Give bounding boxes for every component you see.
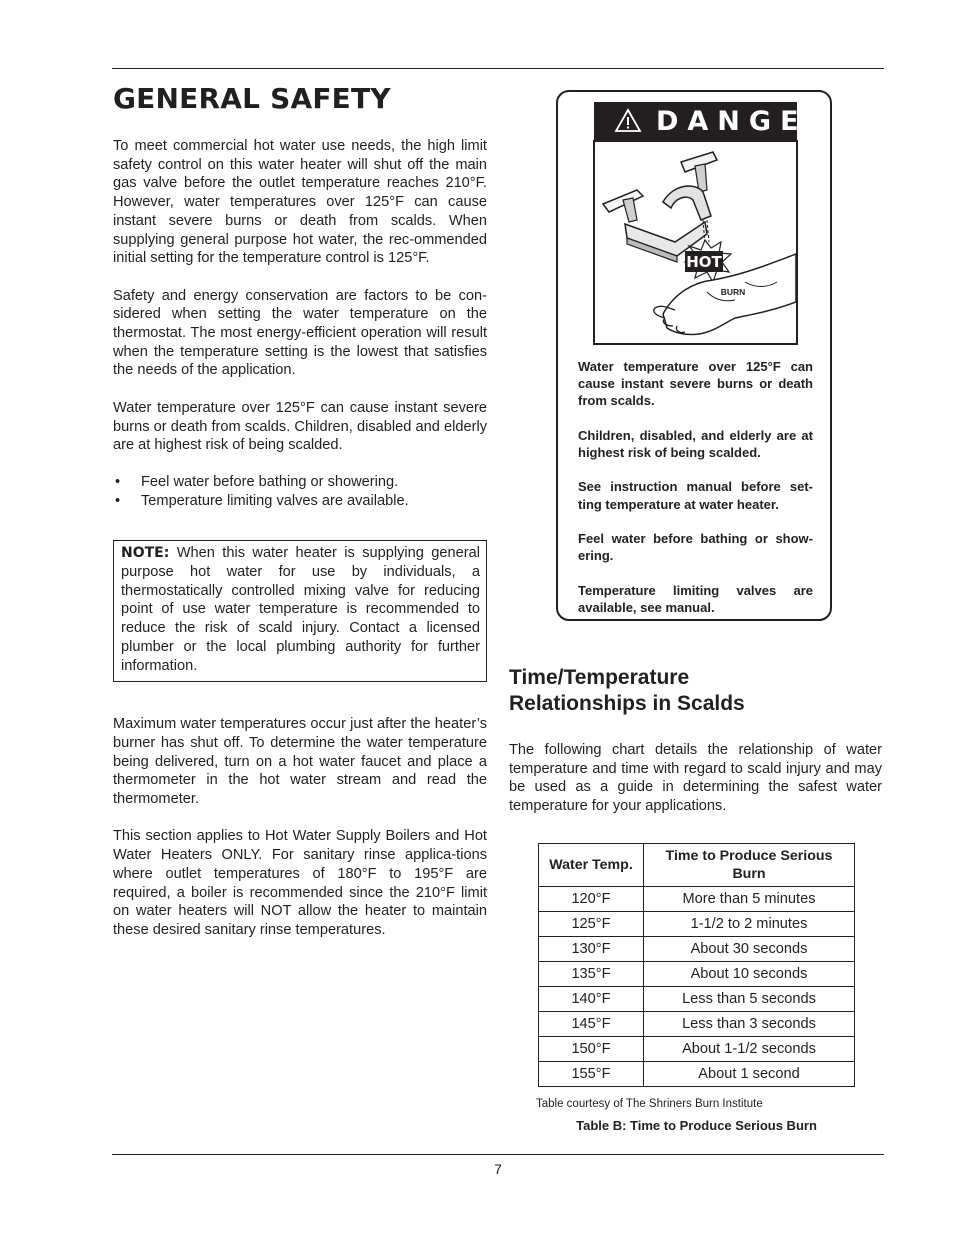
bottom-rule xyxy=(112,1154,884,1155)
safety-bullet-list xyxy=(113,473,487,510)
left-column xyxy=(113,137,487,958)
danger-message: Feel water before bathing or show-ering. xyxy=(578,530,813,564)
table-row: 150°F About 1-1/2 seconds xyxy=(539,1037,855,1062)
table-row: 140°F Less than 5 seconds xyxy=(539,987,855,1012)
column-header-time-to-burn: Time to Produce Serious Burn xyxy=(644,844,855,887)
scald-time-table xyxy=(538,843,855,1087)
scald-section-heading: Time/Temperature Relationships in Scalds xyxy=(509,666,745,715)
paragraph-sanitary-rinse: This section applies to Hot Water Supply Boilers and Hot Water Heaters ONLY. For sanitary rinse applica-tions where outlet temperatures of 180°F to 195°F are required, a boiler is recommended since the 210°F limit on water heaters will NOT allow the heater to maintain these desired sanitary rinse temperatures. xyxy=(113,828,487,938)
burn-label: BURN xyxy=(720,287,746,297)
bullet-dot-icon: • xyxy=(115,473,121,490)
table-courtesy-note: Table courtesy of The Shriners Burn Institute xyxy=(536,1098,763,1110)
warning-triangle-icon xyxy=(614,108,642,133)
danger-heading: DANGER xyxy=(656,106,838,137)
danger-banner xyxy=(594,102,838,140)
list-item: • Temperature limiting valves are available. xyxy=(115,492,409,509)
table-row: 135°F About 10 seconds xyxy=(539,962,855,987)
danger-messages xyxy=(578,358,813,616)
table-header-row xyxy=(539,844,855,887)
table-row: 125°F 1-1/2 to 2 minutes xyxy=(539,912,855,937)
table-caption: Table B: Time to Produce Serious Burn xyxy=(576,1118,817,1133)
paragraph-scald-risk: Water temperature over 125°F can cause instant severe burns or death from scalds. Children, disabled and elderly are at highest risk of being scalded. xyxy=(113,399,487,454)
danger-message: Temperature limiting valves are available, see manual. xyxy=(578,582,813,615)
note-text: When this water heater is supplying general purpose hot water for use by individuals, a thermostatically controlled mixing valve for reducing point of use water temperature is recommended to reduce the risk of scald injury. Contact a licensed plumber or the local plumbing authority for further information. xyxy=(121,545,480,674)
paragraph-energy-conservation: Safety and energy conservation are factors to be con-sidered when setting the water temperature on the thermostat. The most energy-efficient operation will result when the temperature setting is the lowest that satisfies the needs of the application. xyxy=(113,287,487,379)
table-row: 120°F More than 5 minutes xyxy=(539,887,855,912)
scald-hazard-illustration xyxy=(593,140,798,345)
danger-label xyxy=(556,90,838,621)
danger-message: Children, disabled, and elderly are at highest risk of being scalded. xyxy=(578,427,813,460)
table-row: 145°F Less than 3 seconds xyxy=(539,1012,855,1037)
danger-message: See instruction manual before set-ting temperature at water heater. xyxy=(578,479,813,512)
scald-section-intro: The following chart details the relationship of water temperature and time with regard to scald injury and may be used as a guide in determining the safest water temperature for your applications. xyxy=(509,742,882,815)
faucet-and-hand-icon xyxy=(595,142,796,343)
danger-message: Water temperature over 125°F can cause instant severe burns or death from scalds. xyxy=(578,359,813,409)
paragraph-high-limit: To meet commercial hot water use needs, the high limit safety control on this water heater will shut off the main gas valve before the outlet temperature reaches 210°F. However, water temperatures over 125°F can cause instant severe burns or death from scalds. When supplying general purpose hot water, the rec-ommended initial setting for the temperature control is 125°F. xyxy=(113,138,487,267)
page-number: 7 xyxy=(494,1161,502,1177)
column-header-water-temp: Water Temp. xyxy=(539,844,644,887)
top-rule xyxy=(112,68,884,69)
table-row: 155°F About 1 second xyxy=(539,1062,855,1087)
note-box xyxy=(113,540,487,682)
table-row: 130°F About 30 seconds xyxy=(539,937,855,962)
hot-label: HOT xyxy=(686,253,722,271)
note-label: NOTE: xyxy=(121,545,170,562)
bullet-dot-icon: • xyxy=(115,492,121,509)
list-item: • Feel water before bathing or showering. xyxy=(115,473,399,490)
page-title: GENERAL SAFETY xyxy=(113,82,391,115)
paragraph-max-temperature: Maximum water temperatures occur just after the heater’s burner has shut off. To determine the water temperature being delivered, turn on a hot water faucet and place a thermometer in the hot water stream and read the thermometer. xyxy=(113,716,487,808)
